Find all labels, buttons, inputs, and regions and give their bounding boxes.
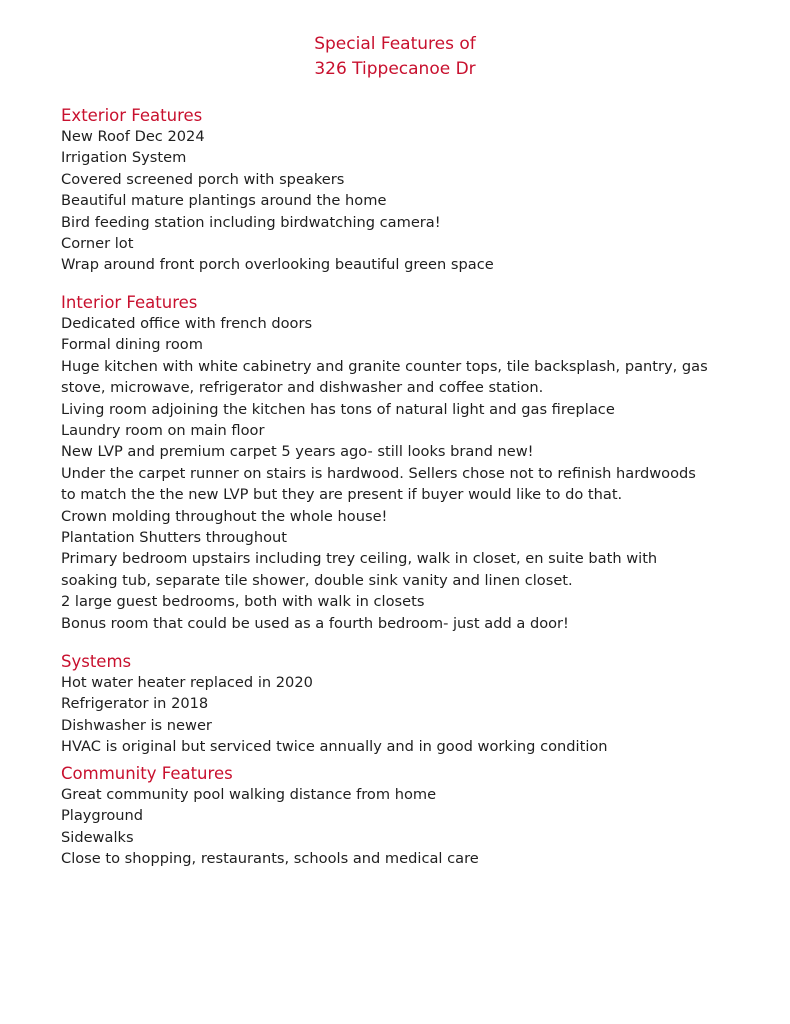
feature-line: HVAC is original but serviced twice annually and in good working condition [61,738,608,756]
feature-line: Living room adjoining the kitchen has tons of natural light and gas fireplace [61,400,615,418]
section-heading: Exterior Features [61,106,203,125]
section-heading: Interior Features [61,293,198,312]
feature-line: Covered screened porch with speakers [61,170,345,188]
section-systems [61,652,741,758]
section-interior-features [61,293,741,634]
feature-line: stove, microwave, refrigerator and dishwasher and coffee station. [61,379,544,397]
feature-line: Refrigerator in 2018 [61,695,209,713]
feature-line: Corner lot [61,235,134,253]
feature-line: 2 large guest bedrooms, both with walk in closets [61,593,425,611]
feature-line: Great community pool walking distance from home [61,786,437,803]
title-line-2-address: 326 Tippecanoe Dr [314,59,476,79]
feature-line: to match the the new LVP but they are present if buyer would like to do that. [61,486,623,504]
feature-list [61,313,741,634]
feature-line: Hot water heater replaced in 2020 [61,674,313,691]
section-exterior-features [61,106,741,276]
feature-list [61,672,741,758]
feature-line: New Roof Dec 2024 [61,128,205,145]
section-heading: Systems [61,652,132,671]
feature-line: Formal dining room [61,336,203,354]
page-title [0,32,790,82]
feature-line: New LVP and premium carpet 5 years ago- still looks brand new! [61,443,534,461]
feature-line: Under the carpet runner on stairs is hardwood. Sellers chose not to refinish hardwoods [61,464,696,482]
feature-line: Bonus room that could be used as a fourth bedroom- just add a door! [61,614,569,632]
feature-line: Dishwasher is newer [61,716,212,734]
feature-line: soaking tub, separate tile shower, double sink vanity and linen closet. [61,571,573,589]
feature-line: Huge kitchen with white cabinetry and granite counter tops, tile backsplash, pantry, gas [61,357,708,375]
feature-list [61,784,741,870]
feature-line: Primary bedroom upstairs including trey ceiling, walk in closet, en suite bath with [61,550,658,568]
section-community-features [61,764,741,870]
feature-line: Playground [61,807,144,825]
feature-line: Sidewalks [61,828,134,846]
section-heading: Community Features [61,764,233,783]
feature-line: Close to shopping, restaurants, schools and medical care [61,850,479,868]
feature-line: Bird feeding station including birdwatching camera! [61,213,441,231]
feature-line: Beautiful mature plantings around the home [61,192,387,210]
feature-list [61,126,741,276]
feature-line: Irrigation System [61,149,187,167]
feature-line: Plantation Shutters throughout [61,529,287,547]
feature-line: Wrap around front porch overlooking beautiful green space [61,256,494,274]
feature-line: Dedicated office with french doors [61,315,313,332]
title-line-1: Special Features of [314,34,476,54]
feature-line: Laundry room on main floor [61,422,265,440]
feature-line: Crown molding throughout the whole house! [61,507,388,525]
